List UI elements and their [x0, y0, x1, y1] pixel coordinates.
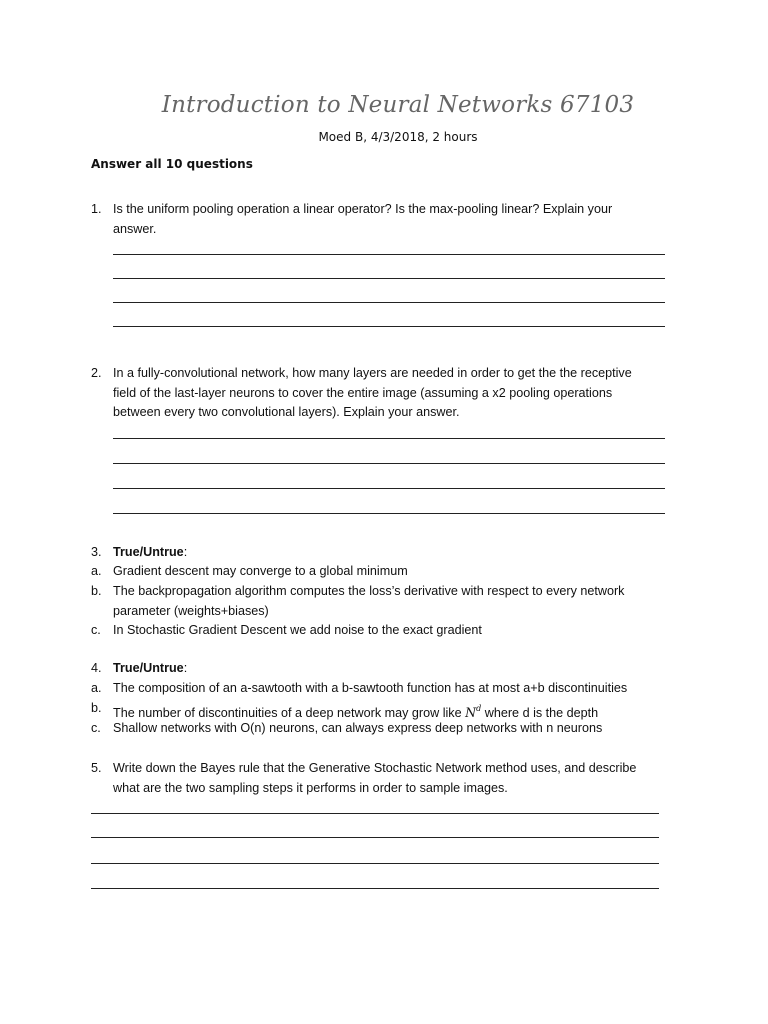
answer-line[interactable]: [91, 888, 659, 889]
math-superscript: d: [476, 704, 482, 713]
question-3-item-a: [91, 562, 711, 582]
item-letter: c.: [91, 623, 101, 637]
answer-line[interactable]: [113, 513, 665, 514]
question-text: [113, 659, 691, 679]
question-text-line: field of the last-layer neurons to cover the entire image (assuming a x2 pooling operations: [113, 385, 613, 400]
item-text: Gradient descent may converge to a global minimum: [113, 564, 408, 578]
question-text-line: between every two convolutional layers). Explain your answer.: [113, 405, 460, 419]
item-text-post: where d is the depth: [481, 706, 599, 720]
heading-suffix: :: [183, 545, 188, 559]
question-number: 4.: [91, 661, 102, 675]
question-number: 5.: [91, 761, 102, 775]
question-text-line: In a fully-convolutional network, how many layers are needed in order to get the the receptive: [113, 366, 632, 380]
question-4-item-a: [91, 679, 711, 699]
item-text-line: parameter (weights+biases): [113, 603, 269, 618]
answer-line[interactable]: [113, 463, 665, 464]
item-text: The composition of an a-sawtooth with a b-sawtooth function has at most a+b discontinuities: [113, 681, 628, 695]
answer-line[interactable]: [113, 326, 665, 327]
answer-line[interactable]: [91, 813, 659, 814]
answer-line[interactable]: [113, 278, 665, 279]
item-text-pre: The number of discontinuities of a deep network may grow like: [113, 706, 466, 720]
question-4-item-c: [91, 719, 711, 739]
item-letter: c.: [91, 721, 101, 735]
question-heading: True/Untrue: [113, 545, 184, 559]
page-title: Introduction to Neural Networks 67103: [161, 92, 635, 118]
item-text: Shallow networks with O(n) neurons, can always express deep networks with n neurons: [113, 721, 603, 735]
item-text: In Stochastic Gradient Descent we add noise to the exact gradient: [113, 623, 482, 637]
math-expression: [465, 705, 481, 720]
exam-instructions: Answer all 10 questions: [91, 157, 253, 171]
question-number: 1.: [91, 202, 102, 216]
answer-line[interactable]: [113, 438, 665, 439]
question-2: [91, 364, 691, 423]
question-text-line: Write down the Bayes rule that the Generative Stochastic Network method uses, and describe: [113, 761, 637, 775]
math-base: N: [465, 705, 477, 720]
answer-line[interactable]: [113, 488, 665, 489]
exam-subtitle: Moed B, 4/3/2018, 2 hours: [318, 130, 478, 144]
item-letter: b.: [91, 701, 102, 715]
question-text-line: what are the two sampling steps it performs in order to sample images.: [113, 780, 508, 795]
question-number: 2.: [91, 366, 102, 380]
item-letter: b.: [91, 584, 102, 598]
answer-line[interactable]: [113, 254, 665, 255]
question-text: [113, 364, 691, 423]
question-3-item-b: [91, 582, 711, 621]
question-text-line: answer.: [113, 221, 157, 236]
question-heading: True/Untrue: [113, 661, 184, 675]
question-text: [113, 200, 691, 239]
answer-line[interactable]: [113, 302, 665, 303]
question-5: [91, 759, 691, 798]
item-letter: a.: [91, 681, 102, 695]
question-1: [91, 200, 691, 239]
item-text: [113, 582, 711, 621]
answer-line[interactable]: [91, 863, 659, 864]
heading-suffix: :: [183, 661, 188, 675]
question-3-item-c: [91, 621, 711, 641]
question-4: [91, 659, 691, 679]
question-text-line: Is the uniform pooling operation a linear operator? Is the max-pooling linear? Explain your: [113, 202, 613, 216]
question-text: [113, 759, 691, 798]
question-number: 3.: [91, 545, 102, 559]
answer-line[interactable]: [91, 837, 659, 838]
question-3: [91, 543, 691, 563]
item-text-line: The backpropagation algorithm computes the loss’s derivative with respect to every network: [113, 584, 625, 598]
question-text: [113, 543, 691, 563]
item-letter: a.: [91, 564, 102, 578]
